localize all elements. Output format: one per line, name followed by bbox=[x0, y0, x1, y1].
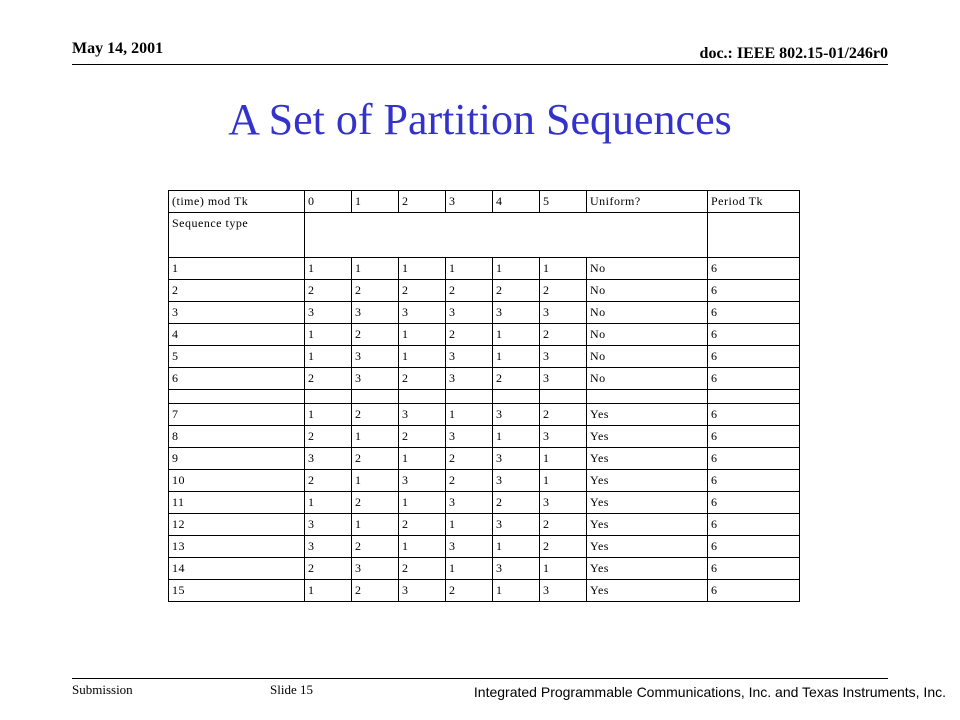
table-cell: 1 bbox=[399, 536, 446, 558]
table-cell: Yes bbox=[587, 426, 708, 448]
table-cell: 6 bbox=[708, 580, 800, 602]
table-cell: No bbox=[587, 368, 708, 390]
table-cell: 3 bbox=[305, 448, 352, 470]
table-cell: 1 bbox=[352, 191, 399, 213]
table-cell: No bbox=[587, 302, 708, 324]
table-cell: 2 bbox=[305, 470, 352, 492]
table-cell: 1 bbox=[399, 448, 446, 470]
table-cell: 2 bbox=[540, 536, 587, 558]
table-cell: 2 bbox=[399, 191, 446, 213]
partition-sequence-table bbox=[168, 190, 800, 602]
table-cell: 6 bbox=[708, 558, 800, 580]
table-cell: 1 bbox=[352, 470, 399, 492]
table-cell: 3 bbox=[493, 448, 540, 470]
table-cell: Period Tk bbox=[708, 191, 800, 213]
table-cell: 1 bbox=[540, 258, 587, 280]
table-row bbox=[169, 324, 800, 346]
table-cell: 2 bbox=[305, 368, 352, 390]
table-cell: 1 bbox=[305, 404, 352, 426]
table-cell: 1 bbox=[493, 536, 540, 558]
table-cell: 2 bbox=[305, 280, 352, 302]
table-cell: 3 bbox=[540, 302, 587, 324]
table-cell: 14 bbox=[169, 558, 305, 580]
table-cell: 3 bbox=[352, 302, 399, 324]
table-cell: 3 bbox=[446, 368, 493, 390]
table-cell: Yes bbox=[587, 448, 708, 470]
table-cell: 2 bbox=[446, 448, 493, 470]
table-cell: 2 bbox=[540, 514, 587, 536]
table-cell: 6 bbox=[708, 404, 800, 426]
table-cell: 13 bbox=[169, 536, 305, 558]
table-cell bbox=[708, 390, 800, 404]
table-cell: 1 bbox=[493, 426, 540, 448]
table-cell: 3 bbox=[446, 426, 493, 448]
table-cell: 9 bbox=[169, 448, 305, 470]
table-cell: 1 bbox=[399, 492, 446, 514]
table-cell: 11 bbox=[169, 492, 305, 514]
table-cell: 1 bbox=[399, 324, 446, 346]
table-row bbox=[169, 558, 800, 580]
table-cell: 1 bbox=[446, 514, 493, 536]
table-cell: 3 bbox=[446, 492, 493, 514]
table-cell: 2 bbox=[540, 404, 587, 426]
table-cell: 3 bbox=[399, 404, 446, 426]
table-cell: Yes bbox=[587, 514, 708, 536]
table-cell: 6 bbox=[708, 280, 800, 302]
table-cell: 6 bbox=[708, 514, 800, 536]
table-cell: Yes bbox=[587, 404, 708, 426]
table-cell: 8 bbox=[169, 426, 305, 448]
table-cell: No bbox=[587, 258, 708, 280]
table-cell: 3 bbox=[540, 426, 587, 448]
table-cell: 3 bbox=[305, 302, 352, 324]
table-row bbox=[169, 258, 800, 280]
table-cell: 1 bbox=[399, 258, 446, 280]
table-cell: 2 bbox=[399, 368, 446, 390]
table-cell: 3 bbox=[540, 346, 587, 368]
table-cell: 2 bbox=[352, 448, 399, 470]
table-cell: 6 bbox=[708, 368, 800, 390]
table-cell: 1 bbox=[493, 346, 540, 368]
table-cell: 6 bbox=[708, 324, 800, 346]
table-cell: 1 bbox=[446, 258, 493, 280]
table-cell: 5 bbox=[540, 191, 587, 213]
footer-divider bbox=[72, 678, 888, 679]
table-cell: 2 bbox=[352, 404, 399, 426]
table-cell: 3 bbox=[305, 514, 352, 536]
table-cell: 2 bbox=[399, 558, 446, 580]
table-cell: 1 bbox=[493, 580, 540, 602]
table-cell: 2 bbox=[540, 280, 587, 302]
table-cell: 3 bbox=[305, 536, 352, 558]
table-cell: Yes bbox=[587, 580, 708, 602]
table-cell: 3 bbox=[399, 580, 446, 602]
table-cell bbox=[305, 213, 708, 258]
table-cell: 1 bbox=[446, 404, 493, 426]
table-cell: 2 bbox=[446, 280, 493, 302]
table-row bbox=[169, 514, 800, 536]
table-cell: 3 bbox=[540, 368, 587, 390]
table-cell: 1 bbox=[540, 448, 587, 470]
table-cell: 2 bbox=[446, 324, 493, 346]
table-cell: 3 bbox=[352, 558, 399, 580]
table-cell: 1 bbox=[305, 324, 352, 346]
table-cell: 3 bbox=[493, 302, 540, 324]
table-cell: Yes bbox=[587, 492, 708, 514]
table-cell: 1 bbox=[540, 558, 587, 580]
table-cell: 2 bbox=[352, 280, 399, 302]
table-row bbox=[169, 368, 800, 390]
table-cell bbox=[587, 390, 708, 404]
table-cell bbox=[493, 390, 540, 404]
table-cell: 3 bbox=[540, 580, 587, 602]
table-cell bbox=[446, 390, 493, 404]
table-cell: 1 bbox=[540, 470, 587, 492]
table-cell: 3 bbox=[446, 346, 493, 368]
table-cell: (time) mod Tk bbox=[169, 191, 305, 213]
table-cell: 2 bbox=[169, 280, 305, 302]
table-cell: 2 bbox=[305, 558, 352, 580]
slide-title: A Set of Partition Sequences bbox=[228, 95, 732, 144]
footer-submission: Submission bbox=[72, 682, 133, 697]
table-cell: 3 bbox=[352, 368, 399, 390]
table-cell: No bbox=[587, 280, 708, 302]
table-cell: 6 bbox=[708, 536, 800, 558]
table-cell: 0 bbox=[305, 191, 352, 213]
table-cell: No bbox=[587, 346, 708, 368]
table-cell: Yes bbox=[587, 558, 708, 580]
table-cell: 10 bbox=[169, 470, 305, 492]
table-cell: 2 bbox=[540, 324, 587, 346]
table-cell: 2 bbox=[352, 324, 399, 346]
table-cell: 2 bbox=[446, 470, 493, 492]
table-subheader-row bbox=[169, 213, 800, 258]
table-cell: 6 bbox=[708, 470, 800, 492]
table-cell: 2 bbox=[399, 514, 446, 536]
table-cell: 6 bbox=[708, 258, 800, 280]
table-cell: 1 bbox=[493, 324, 540, 346]
table-row bbox=[169, 536, 800, 558]
table-row bbox=[169, 346, 800, 368]
table-cell: 1 bbox=[399, 346, 446, 368]
table-cell: 12 bbox=[169, 514, 305, 536]
table-cell: 3 bbox=[446, 302, 493, 324]
table-cell: 6 bbox=[708, 448, 800, 470]
table-cell bbox=[540, 390, 587, 404]
table-cell: Yes bbox=[587, 536, 708, 558]
table-cell: 2 bbox=[399, 280, 446, 302]
table-row bbox=[169, 426, 800, 448]
table-cell: 7 bbox=[169, 404, 305, 426]
header-date: May 14, 2001 bbox=[72, 40, 164, 57]
table-cell: 2 bbox=[493, 280, 540, 302]
table-cell: 4 bbox=[493, 191, 540, 213]
table-cell bbox=[352, 390, 399, 404]
table-row bbox=[169, 448, 800, 470]
table-cell: 3 bbox=[446, 191, 493, 213]
table-row bbox=[169, 470, 800, 492]
table-cell: 2 bbox=[352, 492, 399, 514]
table-cell: 1 bbox=[352, 258, 399, 280]
table-cell: 5 bbox=[169, 346, 305, 368]
table-cell: 3 bbox=[399, 302, 446, 324]
table-cell: 2 bbox=[493, 492, 540, 514]
footer-organization: Integrated Programmable Communications, Inc. and Texas Instruments, Inc. bbox=[473, 684, 946, 700]
table-cell: Uniform? bbox=[587, 191, 708, 213]
table-cell: 3 bbox=[169, 302, 305, 324]
footer-slide-number: Slide 15 bbox=[270, 682, 313, 697]
table-cell: 3 bbox=[493, 558, 540, 580]
table-cell: 6 bbox=[708, 426, 800, 448]
table-cell: 1 bbox=[305, 580, 352, 602]
table-cell bbox=[708, 213, 800, 258]
table-cell: 3 bbox=[493, 514, 540, 536]
table-cell: 4 bbox=[169, 324, 305, 346]
table-cell: 6 bbox=[708, 302, 800, 324]
table-cell: 3 bbox=[446, 536, 493, 558]
table-row bbox=[169, 492, 800, 514]
table-cell: 1 bbox=[169, 258, 305, 280]
table-cell: 2 bbox=[399, 426, 446, 448]
table-cell: 2 bbox=[352, 536, 399, 558]
table-cell bbox=[399, 390, 446, 404]
table-row bbox=[169, 280, 800, 302]
table-cell: 2 bbox=[493, 368, 540, 390]
table-cell: 6 bbox=[708, 346, 800, 368]
table-cell: 6 bbox=[708, 492, 800, 514]
table-cell: No bbox=[587, 324, 708, 346]
table-cell: 1 bbox=[305, 258, 352, 280]
header-doc-id: doc.: IEEE 802.15-01/246r0 bbox=[699, 45, 888, 62]
table-cell: 3 bbox=[540, 492, 587, 514]
table-cell: 3 bbox=[493, 404, 540, 426]
table-cell: 1 bbox=[352, 426, 399, 448]
table-cell: 15 bbox=[169, 580, 305, 602]
table-cell: 6 bbox=[169, 368, 305, 390]
table-cell: Yes bbox=[587, 470, 708, 492]
table-row bbox=[169, 302, 800, 324]
table-cell: 1 bbox=[352, 514, 399, 536]
table-cell: 1 bbox=[305, 492, 352, 514]
table-cell bbox=[305, 390, 352, 404]
table-spacer-row bbox=[169, 390, 800, 404]
table-cell: 3 bbox=[399, 470, 446, 492]
table-cell: 1 bbox=[305, 346, 352, 368]
table-cell: 2 bbox=[352, 580, 399, 602]
table-cell: 1 bbox=[446, 558, 493, 580]
table-cell: 2 bbox=[305, 426, 352, 448]
table-header-row bbox=[169, 191, 800, 213]
table-cell: 2 bbox=[446, 580, 493, 602]
table-cell: 3 bbox=[493, 470, 540, 492]
table-cell bbox=[169, 390, 305, 404]
table-row bbox=[169, 404, 800, 426]
table-row bbox=[169, 580, 800, 602]
header-divider bbox=[72, 64, 888, 65]
table-cell: 1 bbox=[493, 258, 540, 280]
table-cell: 3 bbox=[352, 346, 399, 368]
sequence-type-label: Sequence type bbox=[169, 213, 305, 258]
